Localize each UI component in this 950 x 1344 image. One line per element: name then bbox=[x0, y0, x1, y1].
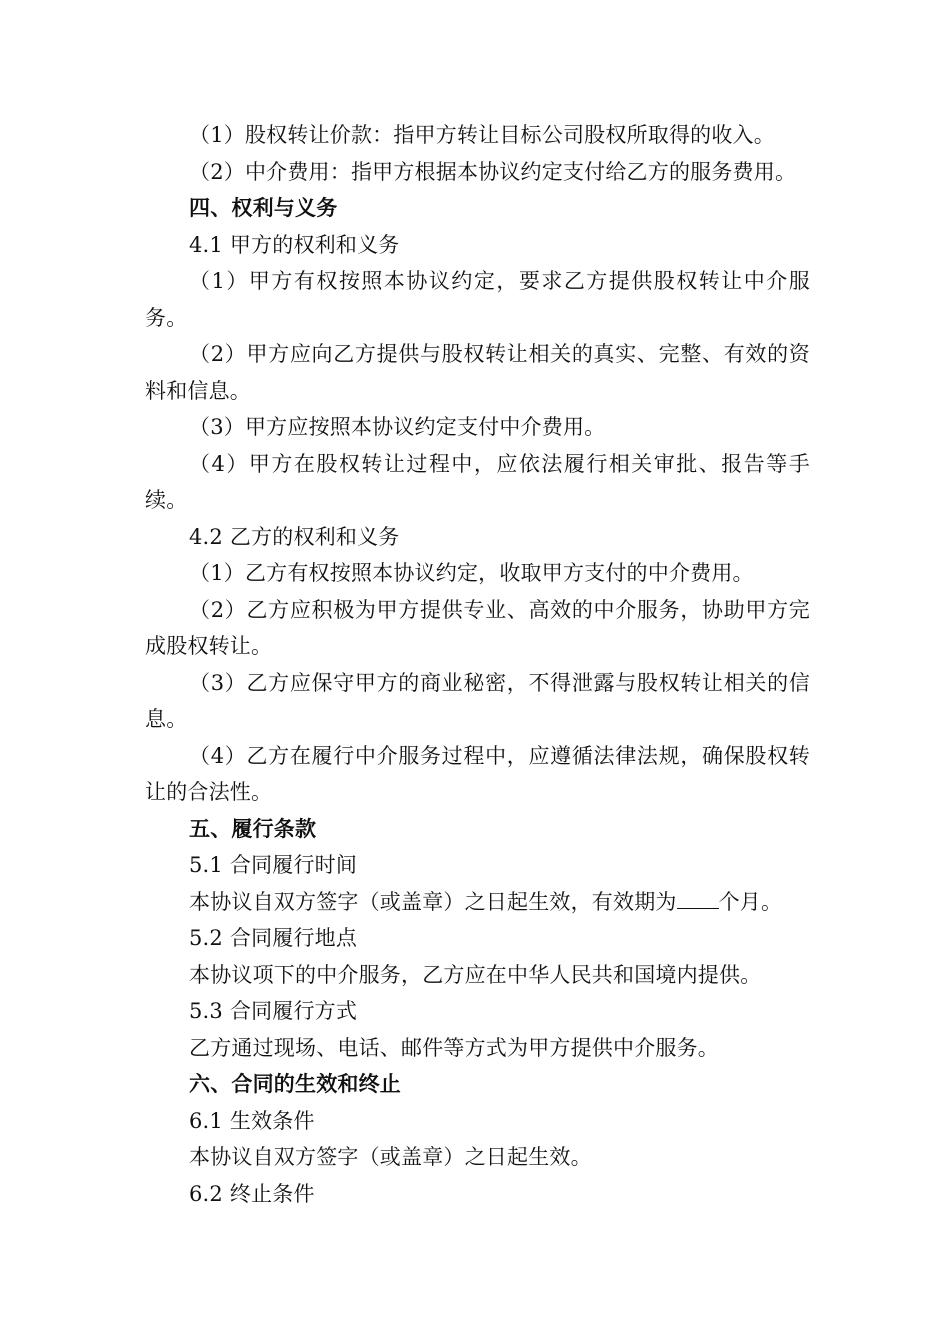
subsection-performance-method: 5.3 合同履行方式 bbox=[189, 999, 358, 1023]
definition-equity-transfer-price: （1）股权转让价款：指甲方转让目标公司股权所取得的收入。 bbox=[189, 123, 775, 147]
document-body bbox=[145, 117, 810, 1212]
subsection-performance-time: 5.1 合同履行时间 bbox=[189, 853, 358, 877]
performance-time-text-before: 本协议自双方签字（或盖章）之日起生效，有效期为 bbox=[189, 889, 677, 914]
performance-time-clause bbox=[145, 884, 810, 921]
definition-intermediary-fee: （2）中介费用：指甲方根据本协议约定支付给乙方的服务费用。 bbox=[189, 159, 797, 184]
effective-conditions-clause: 本协议自双方签字（或盖章）之日起生效。 bbox=[189, 1145, 592, 1169]
party-a-clause-2: （2）甲方应向乙方提供与股权转让相关的真实、完整、有效的资料和信息。 bbox=[145, 342, 810, 403]
party-b-clause-4: （4）乙方在履行中介服务过程中，应遵循法律法规，确保股权转让的合法性。 bbox=[145, 743, 810, 804]
party-b-clause-2: （2）乙方应积极为甲方提供专业、高效的中介服务，协助甲方完成股权转让。 bbox=[145, 597, 810, 658]
subsection-effective-conditions: 6.1 生效条件 bbox=[189, 1108, 315, 1133]
party-a-clause-4: （4）甲方在股权转让过程中，应依法履行相关审批、报告等手续。 bbox=[145, 451, 810, 512]
performance-time-text-after: 个月。 bbox=[718, 889, 783, 914]
section-heading-performance: 五、履行条款 bbox=[189, 816, 317, 841]
party-a-clause-1: （1）甲方有权按照本协议约定，要求乙方提供股权转让中介服务。 bbox=[145, 269, 810, 330]
party-b-clause-1: （1）乙方有权按照本协议约定，收取甲方支付的中介费用。 bbox=[189, 561, 754, 585]
party-a-clause-3: （3）甲方应按照本协议约定支付中介费用。 bbox=[189, 415, 606, 439]
validity-months-blank[interactable] bbox=[677, 890, 719, 909]
performance-method-clause: 乙方通过现场、电话、邮件等方式为甲方提供中介服务。 bbox=[189, 1035, 719, 1060]
section-heading-effect-termination: 六、合同的生效和终止 bbox=[189, 1072, 401, 1096]
subsection-termination-conditions: 6.2 终止条件 bbox=[189, 1181, 315, 1206]
subsection-party-a-rights: 4.1 甲方的权利和义务 bbox=[189, 232, 400, 257]
section-heading-rights-obligations: 四、权利与义务 bbox=[189, 196, 338, 220]
subsection-party-b-rights: 4.2 乙方的权利和义务 bbox=[189, 524, 400, 549]
party-b-clause-3: （3）乙方应保守甲方的商业秘密，不得泄露与股权转让相关的信息。 bbox=[145, 670, 810, 731]
subsection-performance-place: 5.2 合同履行地点 bbox=[189, 926, 358, 950]
performance-place-clause: 本协议项下的中介服务，乙方应在中华人民共和国境内提供。 bbox=[189, 962, 762, 987]
